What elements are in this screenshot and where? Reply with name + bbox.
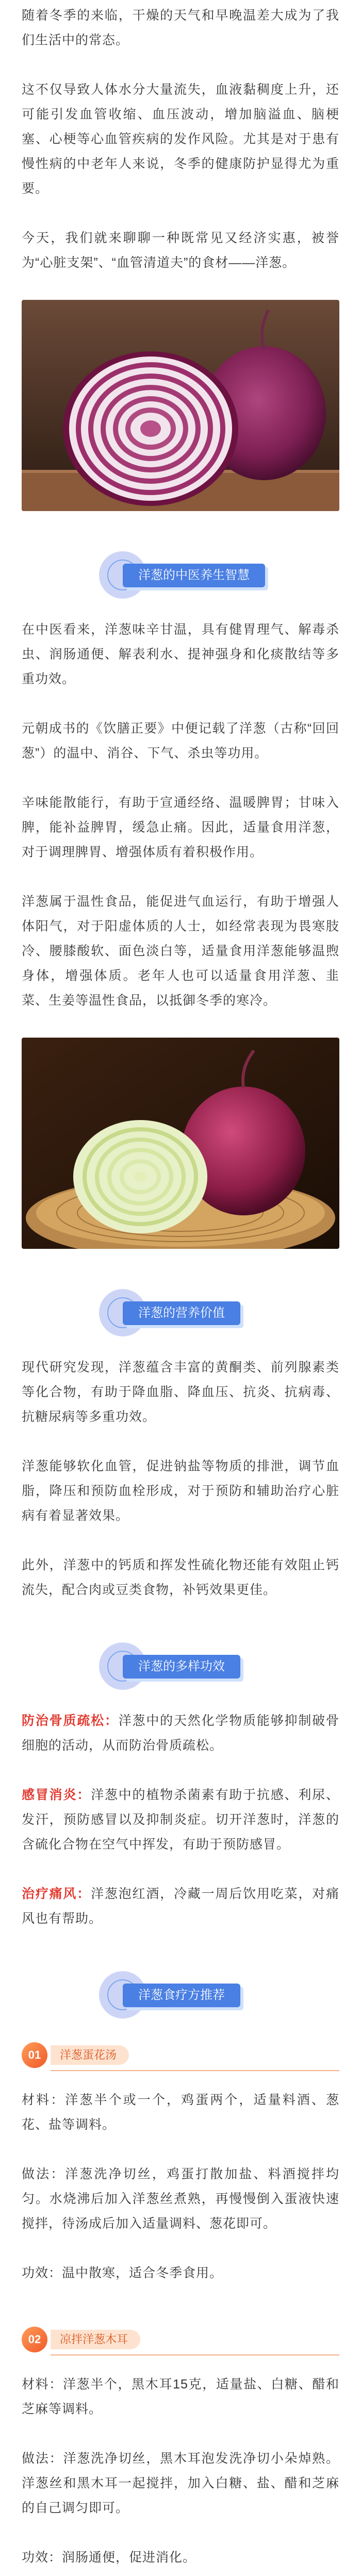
effect-label: 感冒消炎： xyxy=(22,1788,91,1802)
section-header-effects xyxy=(22,1638,339,1695)
recipe-name: 凉拌洋葱木耳 xyxy=(51,2330,140,2349)
effect-label: 防治骨质疏松： xyxy=(22,1714,119,1728)
recipe-2-method: 做法：洋葱洗净切丝，黑木耳泡发洗净切小朵焯熟。洋葱丝和黑木耳一起搅拌，加入白糖、盐、醋和芝麻的自己调匀即可。 xyxy=(22,2451,339,2515)
recipe-1-method: 做法：洋葱洗净切丝，鸡蛋打散加盐、料酒搅拌均匀。水烧沸后加入洋葱丝煮熟，再慢慢倒入蛋液快速搅拌，待汤成后加入适量调料、葱花即可。 xyxy=(22,2167,339,2231)
effect-item-1 xyxy=(0,1708,361,1758)
effect-item-2 xyxy=(0,1783,361,1857)
recipe-2-material: 材料：洋葱半个，黑木耳15克，适量盐、白糖、醋和芝麻等调料。 xyxy=(22,2377,339,2416)
divider xyxy=(51,2070,339,2071)
recipe-number-badge: 02 xyxy=(22,2327,47,2352)
intro-paragraph-1: 随着冬季的来临，干燥的天气和早晚温差大成为了我们生活中的常态。 xyxy=(22,8,339,47)
effect-text: 洋葱中的植物杀菌素有助于抗感、利尿、发汗，预防感冒以及抑制炎症。切开洋葱时，洋葱的含硫化合物在空气中挥发，有助于预防感冒。 xyxy=(22,1788,339,1852)
onion-halves-illustration xyxy=(22,300,339,511)
effect-text: 洋葱中的天然化学物质能够抑制破骨细胞的活动，从而防治骨质疏松。 xyxy=(22,1714,339,1753)
white-onion-half xyxy=(73,1120,207,1233)
section-title: 洋葱食疗方推荐 xyxy=(123,1984,240,2007)
effect-item-3 xyxy=(0,1882,361,1931)
recipe-1-material: 材料：洋葱半个或一个，鸡蛋两个，适量料酒、葱花、盐等调料。 xyxy=(22,2093,339,2132)
tcm-paragraph-2: 元朝成书的《饮膳正要》中便记载了洋葱（古称“回回葱”）的温中、消谷、下气、杀虫等功用。 xyxy=(22,721,339,760)
tcm-paragraph-1: 在中医看来，洋葱味辛甘温，具有健胃理气、解毒杀虫、润肠通便、解表利水、提神强身和化痰散结等多重功效。 xyxy=(22,622,339,686)
effect-label: 治疗痛风： xyxy=(22,1887,91,1901)
onion-basket-photo xyxy=(22,1038,339,1249)
divider xyxy=(51,2354,339,2355)
intro-paragraph-2: 这不仅导致人体水分大量流失，血液黏稠度上升，还可能引发血管收缩、血压波动，增加脑溢血、脑梗塞、心梗等心血管疾病的发作风险。尤其是对于患有慢性病的中老年人来说，冬季的健康防护显得尤为重要。 xyxy=(22,82,339,196)
tcm-paragraph-4: 洋葱属于温性食品，能促进气血运行，有助于增强人体阳气，对于阳虚体质的人士，如经常表现为畏寒肢冷、腰膝酸软、面色淡白等，适量食用洋葱能够温煦身体，增强体质。老年人也可以适量食用洋葱、韭菜、生姜等温性食品，以抵御冬季的寒冷。 xyxy=(22,894,339,1008)
cut-onion-half xyxy=(63,351,238,506)
nutrition-paragraph-1: 现代研究发现，洋葱蕴含丰富的黄酮类、前列腺素类等化合物，有助于降血脂、降血压、抗炎、抗病毒、抗糖尿病等多重功效。 xyxy=(22,1360,339,1424)
section-title: 洋葱的中医养生智慧 xyxy=(123,564,265,587)
intro-paragraph-3: 今天，我们就来聊聊一种既常见又经济实惠，被誉为“心脏支架”、“血管清道夫”的食材——洋葱。 xyxy=(22,231,339,270)
nutrition-paragraph-2: 洋葱能够软化血管，促进钠盐等物质的排泄，调节血脂，降压和预防血栓形成，对于预防和辅助治疗心脏病有着显著效果。 xyxy=(22,1459,339,1523)
section-header-tcm xyxy=(22,547,339,604)
recipe-header-1 xyxy=(22,2037,339,2074)
onion-basket-illustration xyxy=(22,1038,339,1249)
tcm-paragraph-3: 辛味能散能行，有助于宣通经络、温暖脾胃；甘味入脾，能补益脾胃，缓急止痛。因此，适量食用洋葱，对于调理脾胃、增强体质有着积极作用。 xyxy=(22,795,339,859)
recipe-2-effect: 功效：润肠通便，促进消化。 xyxy=(22,2550,196,2565)
recipe-1-effect: 功效：温中散寒，适合冬季食用。 xyxy=(22,2266,223,2280)
section-header-recipes xyxy=(22,1967,339,2024)
recipe-name: 洋葱蛋花汤 xyxy=(51,2045,129,2065)
recipe-header-2 xyxy=(22,2321,339,2359)
effect-text: 洋葱泡红酒，冷藏一周后饮用吃菜，对痛风也有帮助。 xyxy=(22,1887,339,1926)
section-title: 洋葱的多样功效 xyxy=(123,1655,240,1679)
onion-halves-photo xyxy=(22,300,339,511)
nutrition-paragraph-3: 此外，洋葱中的钙质和挥发性硫化物还能有效阻止钙流失，配合肉或豆类食物，补钙效果更佳。 xyxy=(22,1558,339,1597)
recipe-number-badge: 01 xyxy=(22,2042,47,2068)
section-header-nutrition xyxy=(22,1285,339,1342)
section-title: 洋葱的营养价值 xyxy=(123,1301,240,1325)
